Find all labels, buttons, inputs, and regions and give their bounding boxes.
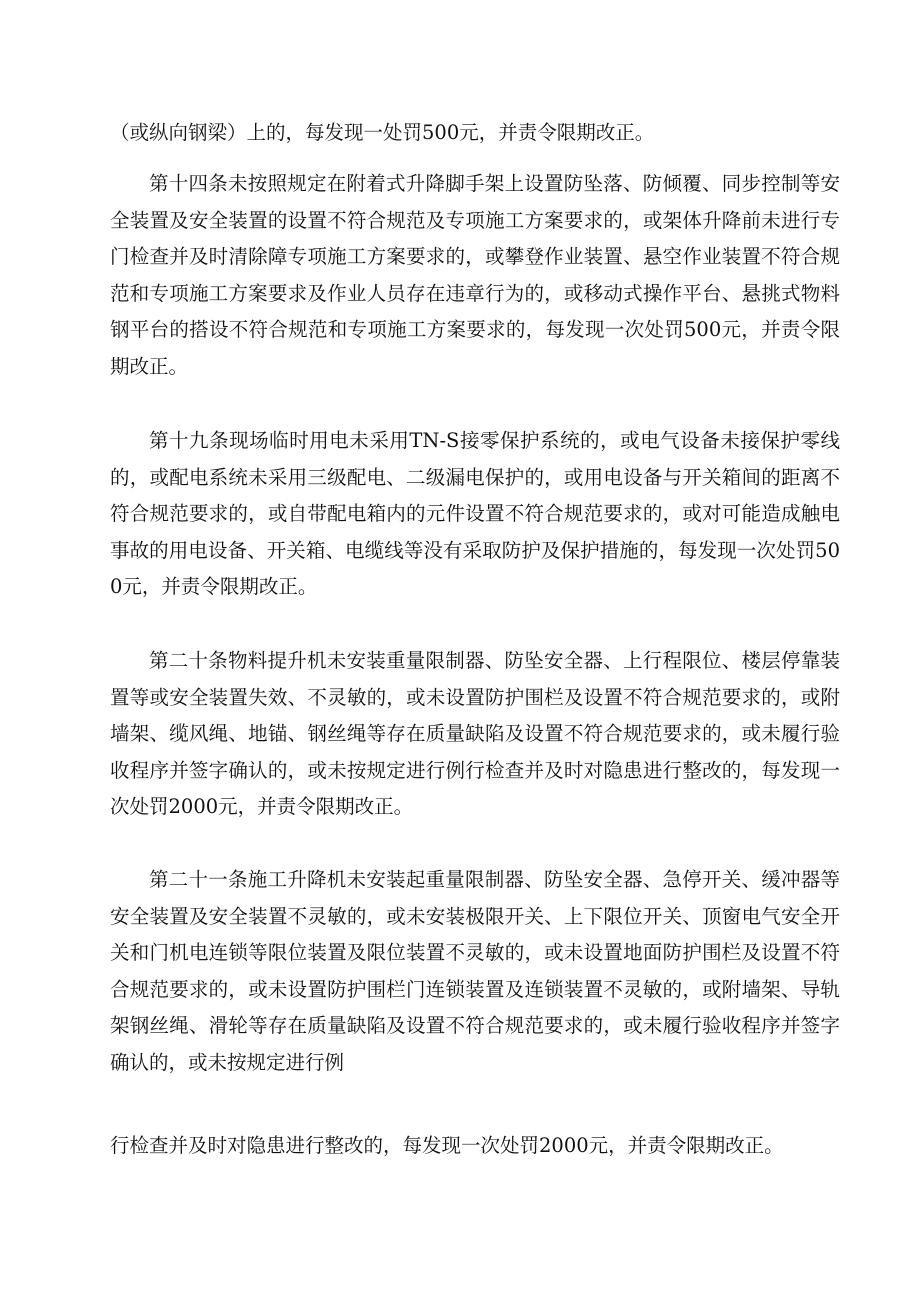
- paragraph-article-19: 第十九条现场临时用电未采用TN-S接零保护系统的，或电气设备未接保护零线的，或配电系统未采用三级配电、二级漏电保护的，或用电设备与开关箱间的距离不符合规范要求的，或自带配电箱内的元件设置不符合规范要求的，或对可能造成触电事故的用电设备、开关箱、电缆线等没有采取防护及保护措施的，每发现一次处罚500元，并责令限期改正。: [110, 429, 840, 599]
- paragraph-article-21-continuation: 行检查并及时对隐患进行整改的，每发现一次处罚2000元，并责令限期改正。: [110, 1134, 784, 1157]
- paragraph-article-14: 第十四条未按照规定在附着式升降脚手架上设置防坠落、防倾覆、同步控制等安全装置及安全装置的设置不符合规范及专项施工方案要求的，或架体升降前未进行专门检查并及时清除障专项施工方案要求的，或攀登作业装置、悬空作业装置不符合规范和专项施工方案要求及作业人员存在违章行为的，或移动式操作平台、悬挑式物料钢平台的搭设不符合规范和专项施工方案要求的，每发现一次处罚500元，并责令限期改正。: [110, 172, 840, 378]
- paragraph-continuation: （或纵向钢梁）上的，每发现一处罚500元，并责令限期改正。: [110, 121, 655, 144]
- paragraph-article-21: 第二十一条施工升降机未安装起重量限制器、防坠安全器、急停开关、缓冲器等安全装置及安全装置不灵敏的，或未安装极限开关、上下限位开关、顶窗电气安全开关和门机电连锁等限位装置及限位装置不灵敏的，或未设置地面防护围栏及设置不符合规范要求的，或未设置防护围栏门连锁装置及连锁装置不灵敏的，或附墙架、导轨架钢丝绳、滑轮等存在质量缺陷及设置不符合规范要求的，或未履行验收程序并签字确认的，或未按规定进行例: [110, 868, 840, 1074]
- paragraph-article-20: 第二十条物料提升机未安装重量限制器、防坠安全器、上行程限位、楼层停靠装置等或安全装置失效、不灵敏的，或未设置防护围栏及设置不符合规范要求的，或附墙架、缆风绳、地锚、钢丝绳等存在质量缺陷及设置不符合规范要求的，或未履行验收程序并签字确认的，或未按规定进行例行检查并及时对隐患进行整改的，每发现一次处罚2000元，并责令限期改正。: [110, 649, 840, 819]
